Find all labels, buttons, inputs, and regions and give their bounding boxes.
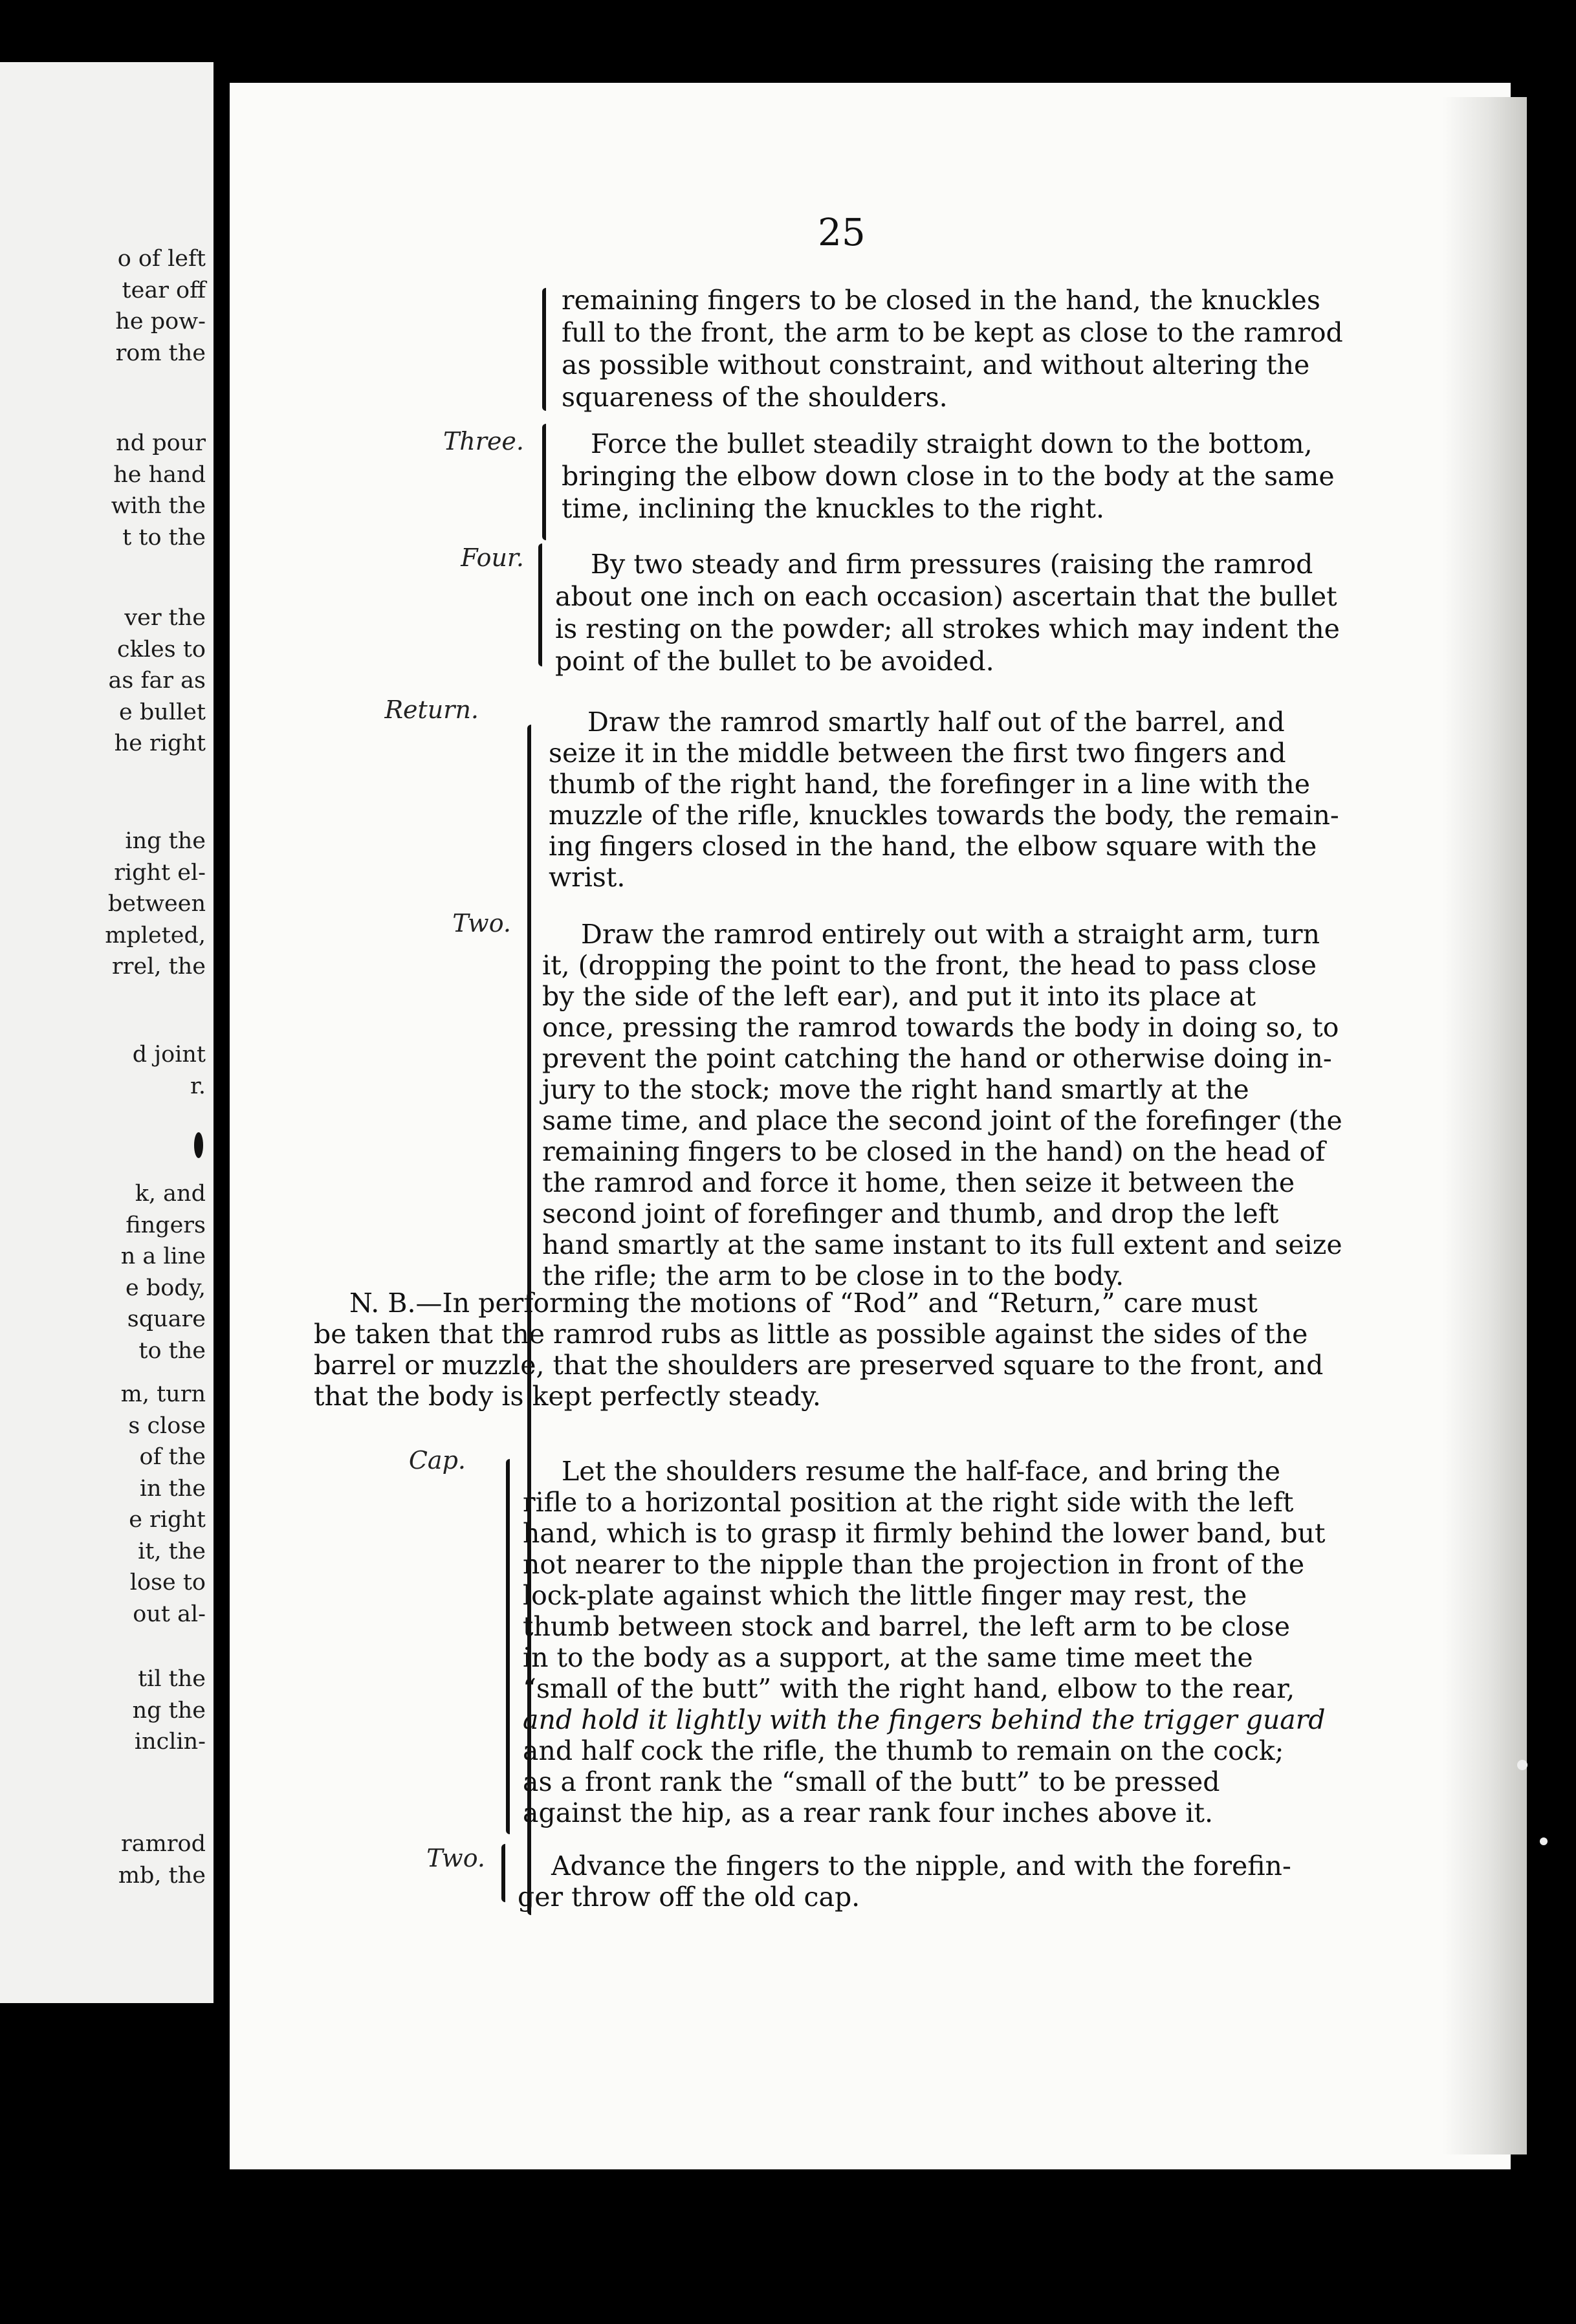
margin-bracket bbox=[542, 424, 546, 540]
left-page-text-fragment: to the bbox=[138, 1337, 206, 1364]
text-line: squareness of the shoulders. bbox=[562, 382, 948, 413]
text-line: lock-plate against which the little finger may rest, the bbox=[523, 1580, 1247, 1611]
text-line: prevent the point catching the hand or otherwise doing in- bbox=[542, 1043, 1332, 1074]
margin-bracket bbox=[538, 543, 542, 666]
text-line: Let the shoulders resume the half-face, and bring the bbox=[562, 1456, 1281, 1487]
text-line: time, inclining the knuckles to the right. bbox=[562, 493, 1105, 524]
margin-bracket bbox=[506, 1459, 510, 1834]
left-page-text-fragment: til the bbox=[138, 1666, 206, 1692]
text-line: Draw the ramrod entirely out with a straight arm, turn bbox=[581, 919, 1320, 950]
left-page-text-fragment: mpleted, bbox=[105, 922, 206, 948]
left-page-text-fragment: fingers bbox=[126, 1212, 206, 1238]
text-line: full to the front, the arm to be kept as close to the ramrod bbox=[562, 317, 1343, 348]
text-line: seize it in the middle between the first two fingers and bbox=[549, 738, 1286, 769]
left-page-text-fragment: as far as bbox=[108, 668, 206, 694]
left-page-text-fragment: square bbox=[127, 1306, 206, 1332]
text-line: and half cock the rifle, the thumb to remain on the cock; bbox=[523, 1735, 1284, 1766]
text-line: N. B.—In performing the motions of “Rod” and “Return,” care must bbox=[349, 1288, 1258, 1319]
left-page-text-fragment: e bullet bbox=[119, 699, 206, 725]
text-line: wrist. bbox=[549, 862, 626, 893]
text-line: once, pressing the ramrod towards the body in doing so, to bbox=[542, 1012, 1339, 1043]
left-page-text-fragment: rrel, the bbox=[112, 954, 206, 980]
left-page-text-fragment: right el- bbox=[114, 859, 206, 886]
text-line: not nearer to the nipple than the projection in front of the bbox=[523, 1549, 1305, 1580]
left-page-text-fragment: ng the bbox=[132, 1697, 206, 1724]
text-line: Force the bullet steadily straight down to the bottom, bbox=[591, 428, 1313, 459]
text-line: remaining fingers to be closed in the hand) on the head of bbox=[542, 1136, 1326, 1167]
left-page-text-fragment: rom the bbox=[115, 340, 206, 366]
text-line: and hold it lightly with the fingers behind the trigger guard bbox=[523, 1704, 1326, 1735]
book-gutter bbox=[213, 0, 230, 2324]
left-page-text-fragment: with the bbox=[111, 493, 206, 519]
left-page-text-fragment: of the bbox=[139, 1444, 206, 1470]
page-number: 25 bbox=[818, 210, 866, 254]
text-line: ing fingers closed in the hand, the elbow square with the bbox=[549, 831, 1317, 862]
left-page-text-fragment: out al- bbox=[133, 1601, 206, 1627]
left-page-text-fragment: mb, the bbox=[118, 1862, 206, 1889]
left-page-text-fragment: n a line bbox=[120, 1244, 206, 1269]
margin-label-two: Two. bbox=[452, 909, 511, 937]
text-line: against the hip, as a rear rank four inches above it. bbox=[523, 1797, 1214, 1828]
text-line: Advance the fingers to the nipple, and with the forefin- bbox=[551, 1850, 1291, 1881]
text-line: it, (dropping the point to the front, the head to pass close bbox=[542, 950, 1317, 981]
left-page-text-fragment: inclin- bbox=[134, 1729, 206, 1755]
text-line: ger throw off the old cap. bbox=[518, 1881, 860, 1913]
left-page-text-fragment: ver the bbox=[124, 605, 206, 631]
text-line: the rifle; the arm to be close in to the body. bbox=[542, 1260, 1124, 1291]
text-line: muzzle of the rifle, knuckles towards the body, the remain- bbox=[549, 800, 1339, 831]
left-page-text-fragment: he pow- bbox=[115, 309, 206, 334]
left-page-text-fragment: he right bbox=[114, 730, 206, 756]
left-page-text-fragment: ckles to bbox=[117, 636, 206, 663]
text-line: hand smartly at the same instant to its full extent and seize bbox=[542, 1229, 1342, 1260]
left-page-text-fragment: in the bbox=[139, 1475, 206, 1502]
left-page-text-fragment: ing the bbox=[125, 828, 206, 854]
left-page-text-fragment: it, the bbox=[138, 1538, 206, 1564]
text-line: “small of the butt” with the right hand, elbow to the rear, bbox=[523, 1673, 1295, 1704]
text-line: bringing the elbow down close in to the body at the same bbox=[562, 461, 1335, 492]
left-page-text-fragment: k, and bbox=[135, 1181, 206, 1207]
text-line: second joint of forefinger and thumb, and drop the left bbox=[542, 1198, 1279, 1229]
left-page-text-fragment: tear off bbox=[122, 277, 206, 303]
left-page-text-fragment: m, turn bbox=[120, 1381, 206, 1407]
margin-label-return: Return. bbox=[384, 696, 479, 724]
text-line: by the side of the left ear), and put it into its place at bbox=[542, 981, 1256, 1012]
margin-label-four: Four. bbox=[461, 543, 524, 572]
scan-speck bbox=[1540, 1837, 1548, 1845]
text-line: as a front rank the “small of the butt” to be pressed bbox=[523, 1766, 1220, 1797]
left-page-text-fragment: e right bbox=[129, 1507, 206, 1533]
margin-label-two-cap: Two. bbox=[426, 1844, 485, 1872]
left-page-text-fragment: e body, bbox=[126, 1275, 206, 1301]
text-line: be taken that the ramrod rubs as little as possible against the sides of the bbox=[314, 1319, 1308, 1350]
text-line: about one inch on each occasion) ascertain that the bullet bbox=[555, 581, 1337, 612]
text-line: jury to the stock; move the right hand smartly at the bbox=[542, 1074, 1249, 1105]
margin-bracket bbox=[501, 1844, 505, 1902]
left-page-text-fragment: between bbox=[107, 891, 206, 917]
text-line: is resting on the powder; all strokes which may indent the bbox=[555, 613, 1340, 644]
left-page-text-fragment: r. bbox=[190, 1073, 206, 1099]
margin-bracket bbox=[542, 288, 546, 411]
text-line: barrel or muzzle, that the shoulders are preserved square to the front, and bbox=[314, 1350, 1324, 1381]
text-line: same time, and place the second joint of the forefinger (the bbox=[542, 1105, 1342, 1136]
left-page-text-fragment: o of left bbox=[117, 246, 206, 272]
text-line: rifle to a horizontal position at the right side with the left bbox=[523, 1487, 1294, 1518]
text-line: Draw the ramrod smartly half out of the barrel, and bbox=[587, 707, 1285, 738]
text-line: that the body is kept perfectly steady. bbox=[314, 1381, 821, 1412]
margin-label-three: Three. bbox=[443, 427, 524, 455]
text-line: the ramrod and force it home, then seize it between the bbox=[542, 1167, 1295, 1198]
text-line: in to the body as a support, at the same time meet the bbox=[523, 1642, 1253, 1673]
left-page-text-fragment: he hand bbox=[113, 461, 206, 488]
left-page-fragment bbox=[0, 62, 213, 2003]
margin-label-cap: Cap. bbox=[408, 1446, 466, 1474]
scan-speck bbox=[194, 1132, 203, 1158]
left-page-text-fragment: ramrod bbox=[121, 1831, 206, 1857]
text-line: as possible without constraint, and without altering the bbox=[562, 349, 1310, 380]
text-line: thumb of the right hand, the forefinger in a line with the bbox=[549, 769, 1310, 800]
text-line: hand, which is to grasp it firmly behind the lower band, but bbox=[523, 1518, 1326, 1549]
scan-speck bbox=[1517, 1760, 1527, 1770]
text-line: remaining fingers to be closed in the hand, the knuckles bbox=[562, 285, 1320, 316]
left-page-text-fragment: nd pour bbox=[116, 430, 206, 456]
left-page-text-fragment: lose to bbox=[129, 1570, 206, 1595]
left-page-text-fragment: s close bbox=[128, 1412, 206, 1439]
text-line: By two steady and firm pressures (raising the ramrod bbox=[591, 549, 1313, 580]
left-page-text-fragment: t to the bbox=[122, 524, 206, 551]
left-page-text-fragment: d joint bbox=[132, 1042, 206, 1068]
page-edge-shadow bbox=[1443, 97, 1527, 2154]
text-line: point of the bullet to be avoided. bbox=[555, 646, 994, 677]
text-line: thumb between stock and barrel, the left arm to be close bbox=[523, 1611, 1290, 1642]
